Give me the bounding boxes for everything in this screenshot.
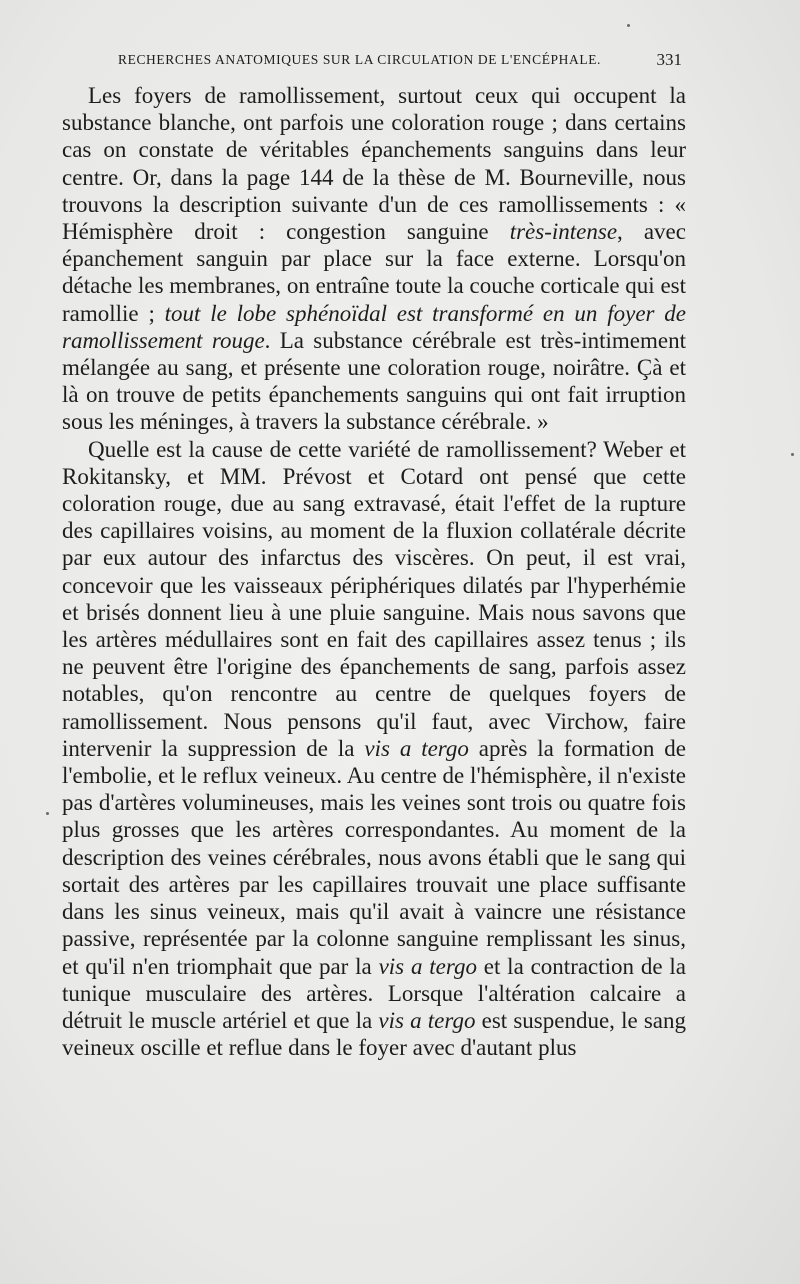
italic-segment: vis a tergo (364, 735, 469, 761)
text-segment: Quelle est la cause de cette variété de ramollissement? Weber et Rokitansky, et MM. Prévost et Cotard ont pensé que cette coloration rouge, due au sang extravasé, était l'effet de la rupture des capillaires voisins, au moment de la fluxion collatérale décrite par eux autour des infarctus des viscères. On peut, il est vrai, concevoir que les vaisseaux périphériques dilatés par l'hyperhémie et brisés donnent lieu à une pluie sanguine. Mais nous savons que les artères médullaires sont en fait des capillaires assez tenus ; ils ne peuvent être l'origine des épanchements de sang, parfois assez notables, qu'on rencontre au centre de quelques foyers de ramollissement. Nous pensons qu'il faut, avec Virchow, faire intervenir la suppression de la (62, 436, 686, 761)
running-title: RECHERCHES ANATOMIQUES SUR LA CIRCULATION DE L'ENCÉPHALE. (118, 52, 602, 67)
italic-segment: vis a tergo (378, 953, 477, 979)
paper-speck (791, 453, 794, 456)
text-segment: et la contraction de la tunique musculaire des artères. Lorsque l'altération calcaire a détruit le muscle artériel et que la (62, 953, 686, 1033)
text-segment: , avec épanchement sanguin par place sur la face externe. Lorsqu'on détache les membranes, on entraîne toute la couche corticale qui est ramollie ; (62, 219, 686, 326)
text-segment: après la formation de l'embolie, et le reflux veineux. Au centre de l'hémisphère, il n'existe pas d'artères volumineuses, mais les veines sont trois ou quatre fois plus grosses que les artères correspondantes. Au moment de la description des veines cérébrales, nous avons établi que le sang qui sortait des artères par les capillaires trouvait une place suffisante dans les sinus veineux, mais qu'il avait à vaincre une résistance passive, représentée par la colonne sanguine remplissant les sinus, et qu'il n'en triomphait que par la (62, 735, 686, 979)
paper-speck (627, 24, 630, 27)
paper-speck (46, 812, 49, 815)
italic-segment: très-intense (509, 219, 618, 245)
italic-segment: tout le lobe sphénoïdal est transformé en un foyer de ramollissement rouge (62, 300, 686, 353)
paragraph-2 (62, 436, 686, 1062)
text-segment: Les foyers de ramollissement, surtout ceux qui occupent la substance blanche, ont parfois une coloration rouge ; dans certains cas on constate de véritables épanchements sanguins dans leur centre. Or, dans la page 144 de la thèse de M. Bourneville, nous trouvons la description suivante d'un de ces ramollissements : « Hémisphère droit : congestion sanguine (62, 83, 686, 245)
page-number: 331 (656, 50, 682, 69)
italic-segment: vis a tergo (378, 1007, 476, 1033)
paragraph-1 (62, 82, 686, 436)
text-segment: est suspendue, le sang veineux oscille et reflue dans le foyer avec d'autant plus (62, 1007, 686, 1061)
body-text (62, 82, 686, 1061)
text-segment: . La substance cérébrale est très-intimement mélangée au sang, et présente une coloration rouge, noirâtre. Çà et là on trouve de petits épanchements sanguins qui ont fait irruption sous les méninges, à travers la substance cérébrale. » (62, 327, 686, 435)
running-header (118, 52, 682, 72)
